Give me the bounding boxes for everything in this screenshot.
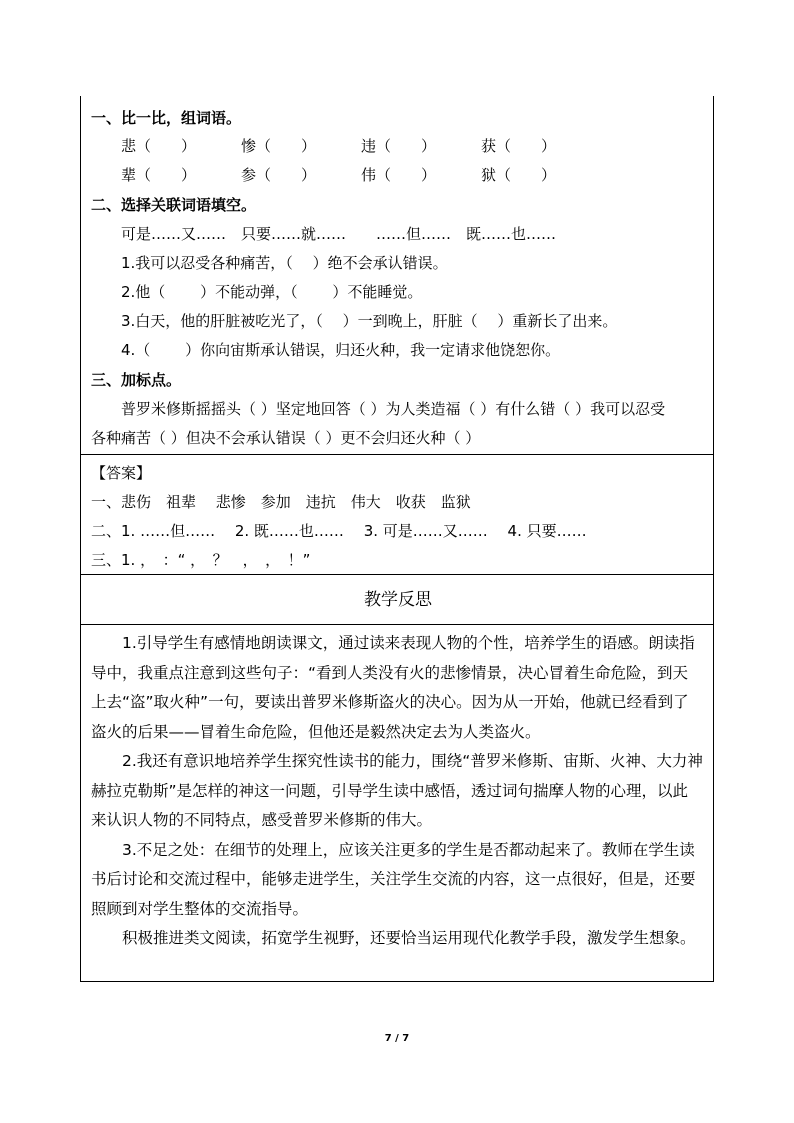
reflection-title: 教学反思 — [364, 590, 432, 610]
page-number: 7 / 7 — [384, 1033, 410, 1044]
word-item: 狱（ ） — [481, 166, 557, 184]
section-3-title: 三、加标点。 — [91, 371, 182, 389]
reflection-title-cell — [80, 574, 714, 624]
section-1-title: 一、比一比，组词语。 — [91, 109, 242, 127]
word-item: 惨（ ） — [241, 137, 317, 155]
conjunction-options: 可是……又…… 只要……就…… ……但…… 既……也…… — [121, 225, 557, 243]
question-2: 2.他（ ）不能动弹，（ ）不能睡觉。 — [121, 283, 423, 301]
answer-2: 二、1. ……但…… 2. 既……也…… 3. 可是……又…… 4. 只要…… — [91, 522, 587, 540]
punctuation-line-2: 各种痛苦（ ）但决不会承认错误（ ）更不会归还火种（ ） — [91, 429, 481, 447]
word-item: 悲（ ） — [121, 137, 197, 155]
reflection-paragraph-2: 2.我还有意识地培养学生探究性读书的能力，围绕“普罗米修斯、宙斯、火神、大力神赫拉克勒斯”是怎样的神这一问题，引导学生读中感悟，透过词句揣摩人物的心理，以此来认识人物的不同特点，感受普罗米修斯的伟大。 — [91, 752, 703, 829]
punctuation-line-1: 普罗米修斯摇摇头（ ）坚定地回答（ ）为人类造福（ ）有什么错（ ）我可以忍受 — [121, 400, 666, 418]
word-item: 获（ ） — [481, 137, 557, 155]
word-item: 伟（ ） — [361, 166, 437, 184]
exercises-cell — [80, 96, 714, 454]
question-4: 4.（ ）你向宙斯承认错误，归还火种，我一定请求他饶恕你。 — [121, 341, 561, 359]
reflection-paragraph-1: 1.引导学生有感情地朗读课文，通过读来表现人物的个性，培养学生的语感。朗读指导中，我重点注意到这些句子：“看到人类没有火的悲惨情景，决心冒着生命危险，到天上去“盗”取火种”一句，要读出普罗米修斯盗火的决心。因为从一开始，他就已经看到了盗火的后果——冒着生命危险，但他还是毅然决定去为人类盗火。 — [91, 634, 695, 741]
answers-heading: 【答案】 — [91, 464, 152, 482]
reflection-paragraph-3: 3.不足之处：在细节的处理上，应该关注更多的学生是否都动起来了。教师在学生读书后讨论和交流过程中，能够走进学生，关注学生交流的内容，这一点很好，但是，还要照顾到对学生整体的交流指导。 — [91, 840, 696, 918]
answer-1: 一、悲伤 祖辈 悲惨 参加 违抗 伟大 收获 监狱 — [91, 493, 471, 511]
word-item: 参（ ） — [241, 166, 317, 184]
reflection-paragraph-4: 积极推进类文阅读，拓宽学生视野，还要恰当运用现代化教学手段，激发学生想象。 — [122, 929, 696, 947]
section-2-title: 二、选择关联词语填空。 — [91, 196, 257, 214]
word-item: 辈（ ） — [121, 166, 197, 184]
answers-cell — [80, 454, 714, 574]
reflection-cell — [80, 624, 714, 982]
answer-3: 三、1. ， ：“ ， ？ ， ， ！” — [91, 551, 311, 569]
question-1: 1.我可以忍受各种痛苦，（ ）绝不会承认错误。 — [121, 254, 448, 272]
reflection-body — [91, 629, 703, 954]
question-3: 3.白天，他的肝脏被吃光了，（ ）一到晚上，肝脏（ ）重新长了出来。 — [121, 312, 618, 330]
word-item: 违（ ） — [361, 137, 437, 155]
